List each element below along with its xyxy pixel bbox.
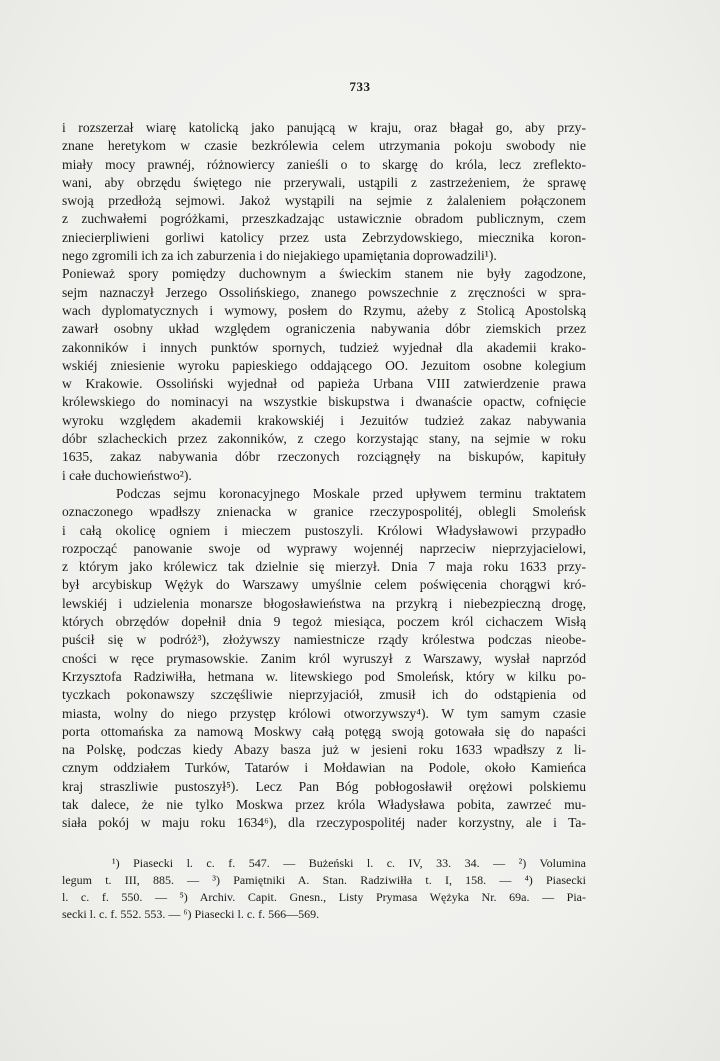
text-line: dóbr szlacheckich przez zakonników, z czego korzystając stany, na sejmie w roku	[62, 431, 586, 447]
text-line: w Krakowie. Ossoliński wyjednał od papieża Urbana VIII zatwierdzenie prawa	[62, 376, 586, 392]
text-line: cznym oddziałem Turków, Tatarów i Mołdawian na Podole, około Kamieńca	[62, 760, 586, 776]
text-line: zniecierpliwieni gorliwi katolicy przez usta Zebrzydowskiego, miecznika koron-	[62, 229, 586, 245]
body-text	[62, 119, 586, 833]
text-line: miasta, wolny do niego przystęp królowi otworzywszy⁴). W tym samym czasie	[62, 705, 586, 721]
page-number: 733	[349, 79, 371, 94]
text-line: nego zgromili ich za ich zaburzenia i do niejakiego upamiętania doprowadzili¹).	[62, 248, 497, 264]
text-line: był arcybiskup Wężyk do Warszawy umyślnie celem poświęcenia chorągwi kró-	[62, 577, 586, 593]
text-line: oznaczonego wpadłszy znienacka w granice rzeczypospolitéj, oblegli Smoleńsk	[62, 504, 586, 520]
text-line: swoją przedłożą sejmowi. Jakoż wystąpili na sejmie z żalaleniem połączonem	[62, 193, 586, 209]
footnotes	[62, 855, 586, 923]
text-line: sejm naznaczył Jerzego Ossolińskiego, znanego powszechnie z zręczności w spra-	[62, 284, 586, 300]
text-line: Podczas sejmu koronacyjnego Moskale przed upływem terminu traktatem	[116, 485, 586, 501]
text-line: 1635, zakaz nabywania dóbr rzeczonych rozciągnęły na biskupów, kapituły	[62, 449, 586, 465]
text-line: porta ottomańska za namową Moskwy całą potęgą swoją gotowała się do napaści	[62, 723, 586, 739]
text-line: królewskiego do nominacyi na wszystkie biskupstwa i dwanaście opactw, cofnięcie	[62, 394, 586, 410]
text-line: z zuchwałemi pogróżkami, przeszkadzając ustawicznie obradom publicznym, czem	[62, 211, 586, 227]
text-line: siała pokój w maju roku 1634⁶), dla rzeczypospolitéj nader korzystny, ale i Ta-	[62, 815, 586, 831]
text-line: których obrzędów dopełnił dnia 9 tegoż miesiąca, poczem król cichaczem Wisłą	[62, 614, 586, 630]
text-line: rozpocząć panowanie swoje od wyprawy wojennéj naprzeciw nieprzyjacielowi,	[62, 540, 586, 556]
text-line: wach dyplomatycznych i wymowy, posłem do Rzymu, ażeby z Stolicą Apostolską	[62, 302, 586, 318]
text-line: tyczkach pokonawszy szczęśliwie nieprzyjaciół, zmusił ich do odstąpienia od	[62, 687, 586, 703]
footnote-line: ¹) Piasecki l. c. f. 547. — Bużeński l. c. IV, 33. 34. — ²) Volumina	[112, 856, 586, 870]
text-line: puścił się w podróż³), złożywszy namiestnicze rządy królestwa podczas nieobe-	[62, 632, 586, 648]
text-line: wskiéj zniesienie wyroku papieskiego oddającego OO. Jezuitom osobne kolegium	[62, 357, 586, 373]
text-line: wyroku względem akademii krakowskiéj i Jezuitów tudzież zakaz nabywania	[62, 412, 586, 428]
text-line: miały mocy prawnéj, różnowiercy zanieśli o to skargę do króla, lecz zreflekto-	[62, 156, 586, 172]
text-line: zakonników i innych punktów spornych, tudzież wyjednał dla akademii krako-	[62, 339, 586, 355]
text-line: cności w ręce prymasowskie. Zanim król wyruszył z Warszawy, wysłał naprzód	[62, 650, 586, 666]
text-line: wani, aby obrzędu świętego nie przerywali, ustąpili z zastrzeżeniem, że sprawę	[62, 174, 586, 190]
text-line: zawarł osobny układ względem ograniczenia nabywania dóbr ziemskich przez	[62, 321, 586, 337]
text-line: z którym jako królewicz tak dzielnie się mierzył. Dnia 7 maja roku 1633 przy-	[62, 559, 586, 575]
text-line: Ponieważ spory pomiędzy duchownym a świeckim stanem nie były zagodzone,	[62, 266, 586, 282]
text-line: na Polskę, podczas kiedy Abazy basza już w jesieni roku 1633 wpadłszy z li-	[62, 742, 586, 758]
text-line: i całe duchowieństwo²).	[62, 467, 192, 483]
text-line: kraj straszliwie pustoszył⁵). Lecz Pan Bóg pobłogosławił orężowi polskiemu	[62, 778, 586, 794]
text-line: tak dalece, że nie tylko Moskwa przez króla Władysława pobita, zawrzeć mu-	[62, 796, 586, 812]
text-line: i całą okolicę ogniem i mieczem pustoszyli. Królowi Władysławowi przypadło	[62, 522, 586, 538]
text-line: Krzysztofa Radziwiłła, hetmana w. litewskiego pod Smoleńsk, który w kilku po-	[62, 668, 586, 684]
footnote-line: l. c. f. 550. — ⁵) Archiv. Capit. Gnesn., Listy Prymasa Wężyka Nr. 69a. — Pia-	[62, 890, 586, 904]
footnote-line: secki l. c. f. 552. 553. — ⁶) Piasecki l. c. f. 566—569.	[62, 907, 320, 921]
text-line: lewskiéj i udzielenia monarsze błogosławieństwa na przykrą i niebezpieczną drogę,	[62, 595, 586, 611]
text-line: znane heretykom w czasie bezkrólewia celem utrzymania pokoju swobody nie	[62, 138, 586, 154]
text-line: i rozszerzał wiarę katolicką jako panującą w kraju, oraz błagał go, aby przy-	[62, 120, 586, 135]
footnote-line: legum t. III, 885. — ³) Pamiętniki A. Stan. Radziwiłła t. I, 158. — ⁴) Piasecki	[62, 873, 586, 887]
